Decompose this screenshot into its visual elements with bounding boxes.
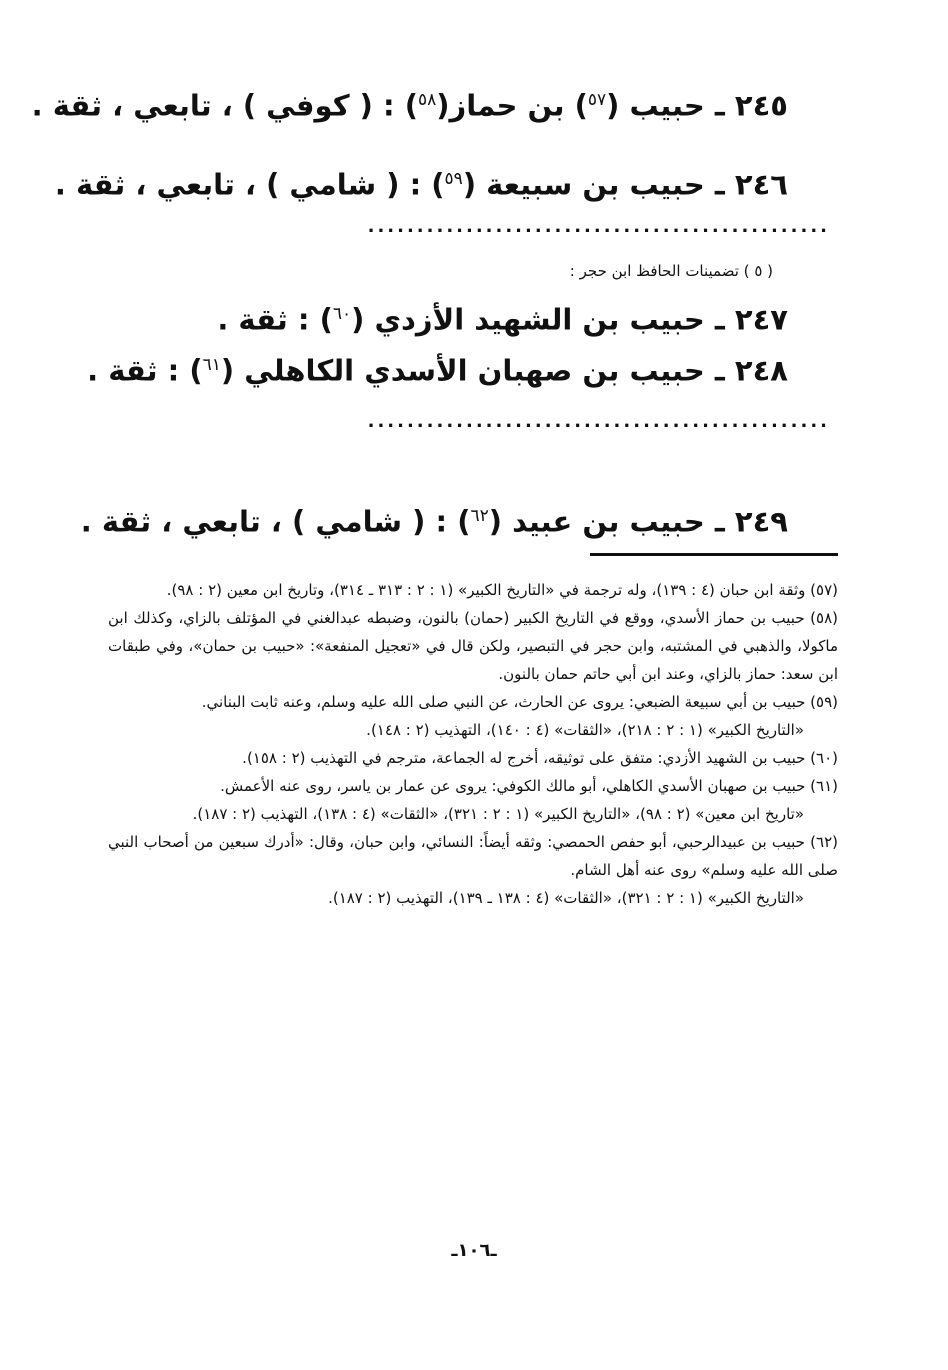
section-note: ( ٥ ) تضمينات الحافظ ابن حجر : xyxy=(569,262,773,280)
footnotes xyxy=(108,576,838,912)
footnote-59: (٥٩) حبيب بن أبي سبيعة الضبعي: يروى عن الحارث، عن النبي صلى الله عليه وسلم، وعنه ثابت البناني. xyxy=(201,693,838,711)
footnote-58: (٥٨) حبيب بن حماز الأسدي، ووقع في التاريخ الكبير (حمان) بالنون، وضبطه عبدالغني في المؤتلف بالزاي، وكذلك ابن ماكولا، والذهبي في المشتبه، وابن حجر في التبصير، ولكن قال في «تعجيل المنفعة»: «حبيب بن حمان»، وفي طبقات ابن سعد: حماز بالزاي، وعند ابن أبي حاتم حمان بالنون. xyxy=(108,609,838,683)
entry-description: : ( شامي ) ، تابعي ، ثقة . xyxy=(54,167,422,202)
entry-number: ٢٤٩ xyxy=(734,504,788,539)
footnote-ref: ٦١ xyxy=(202,355,221,375)
entry-name: حبيب بن سبيعة xyxy=(486,167,705,202)
entry-name: حبيب بن الشهيد الأزدي xyxy=(374,302,705,337)
footnote-61: (٦١) حبيب بن صهبان الأسدي الكاهلي، أبو مالك الكوفي: يروى عن عمار بن ياسر، روى عنه الأعمش. xyxy=(220,777,838,795)
entry-name: حبيب بن صهبان الأسدي الكاهلي xyxy=(244,353,705,388)
footnote-61-sources: «تاريخ ابن معين» (٢ : ٩٨)، «التاريخ الكبير» (١ : ٢ : ٣٢١)، «الثقات» (٤ : ١٣٨)، التهذيب (٢ : ١٨٧). xyxy=(192,805,804,823)
entry-number: ٢٤٦ xyxy=(734,167,788,202)
entry-245: ٢٤٥ ـ حبيب ($^{٥٧}$) بن حماز($^{٥٨}$) : ( كوفي ) ، تابعي ، ثقة . xyxy=(31,88,788,123)
footnote-ref: ٥٧ xyxy=(587,90,607,110)
footnote-62-sources: «التاريخ الكبير» (١ : ٢ : ٣٢١)، «الثقات» (٤ : ١٣٨ ـ ١٣٩)، التهذيب (٢ : ١٨٧). xyxy=(328,889,804,907)
footnote-ref: ٦٠ xyxy=(332,304,352,324)
page-number: ـ١٠٦ـ xyxy=(451,1240,497,1261)
footnote-ref: ٦٢ xyxy=(470,506,489,526)
footnote-ref: ٥٨ xyxy=(417,90,437,110)
footnote-62: (٦٢) حبيب بن عبيدالرحبي، أبو حفص الحمصي: وثقه أيضاً: النسائي، وابن حبان، وقال: «أدرك سبعين من أصحاب النبي صلى الله عليه وسلم» روى عنه أهل الشام. xyxy=(108,833,838,879)
entry-247: ٢٤٧ ـ حبيب بن الشهيد الأزدي ($^{٦٠}$) : ثقة . xyxy=(217,302,788,337)
dotted-separator: ............................................... xyxy=(367,216,830,237)
entry-number: ٢٤٥ xyxy=(734,88,788,123)
entry-249: ٢٤٩ ـ حبيب بن عبيد ($^{٦٢}$) : ( شامي ) ، تابعي ، ثقة . xyxy=(80,504,788,539)
entry-248: ٢٤٨ ـ حبيب بن صهبان الأسدي الكاهلي ($^{٦١}$) : ثقة . xyxy=(87,353,788,388)
entry-description: : ثقة . xyxy=(87,353,180,388)
entry-number: ٢٤٨ xyxy=(734,353,788,388)
entry-number: ٢٤٧ xyxy=(734,302,788,337)
entry-246: ٢٤٦ ـ حبيب بن سبيعة ($^{٥٩}$) : ( شامي ) ، تابعي ، ثقة . xyxy=(54,167,788,202)
entry-description: : ( كوفي ) ، تابعي ، ثقة . xyxy=(31,88,395,123)
footnote-rule xyxy=(590,553,838,556)
entry-name: حبيب xyxy=(629,88,705,123)
footnote-59-sources: «التاريخ الكبير» (١ : ٢ : ٢١٨)، «الثقات» (٤ : ١٤٠)، التهذيب (٢ : ١٤٨). xyxy=(366,721,804,739)
entry-description: : ( شامي ) ، تابعي ، ثقة . xyxy=(80,504,448,539)
footnote-60: (٦٠) حبيب بن الشهيد الأزدي: متفق على توثيقه، أخرج له الجماعة، مترجم في التهذيب (٢ : ١٥٨). xyxy=(242,749,838,767)
footnote-ref: ٥٩ xyxy=(444,169,463,189)
footnote-57: (٥٧) وثقة ابن حبان (٤ : ١٣٩)، وله ترجمة في «التاريخ الكبير» (١ : ٢ : ٣١٣ ـ ٣١٤)، وتاريخ ابن معين (٢ : ٩٨). xyxy=(166,581,838,599)
entry-name: حبيب بن عبيد xyxy=(512,504,705,539)
entry-description: : ثقة . xyxy=(217,302,310,337)
dotted-separator: ............................................... xyxy=(367,411,830,432)
entry-name-rest: بن حماز xyxy=(449,88,565,123)
